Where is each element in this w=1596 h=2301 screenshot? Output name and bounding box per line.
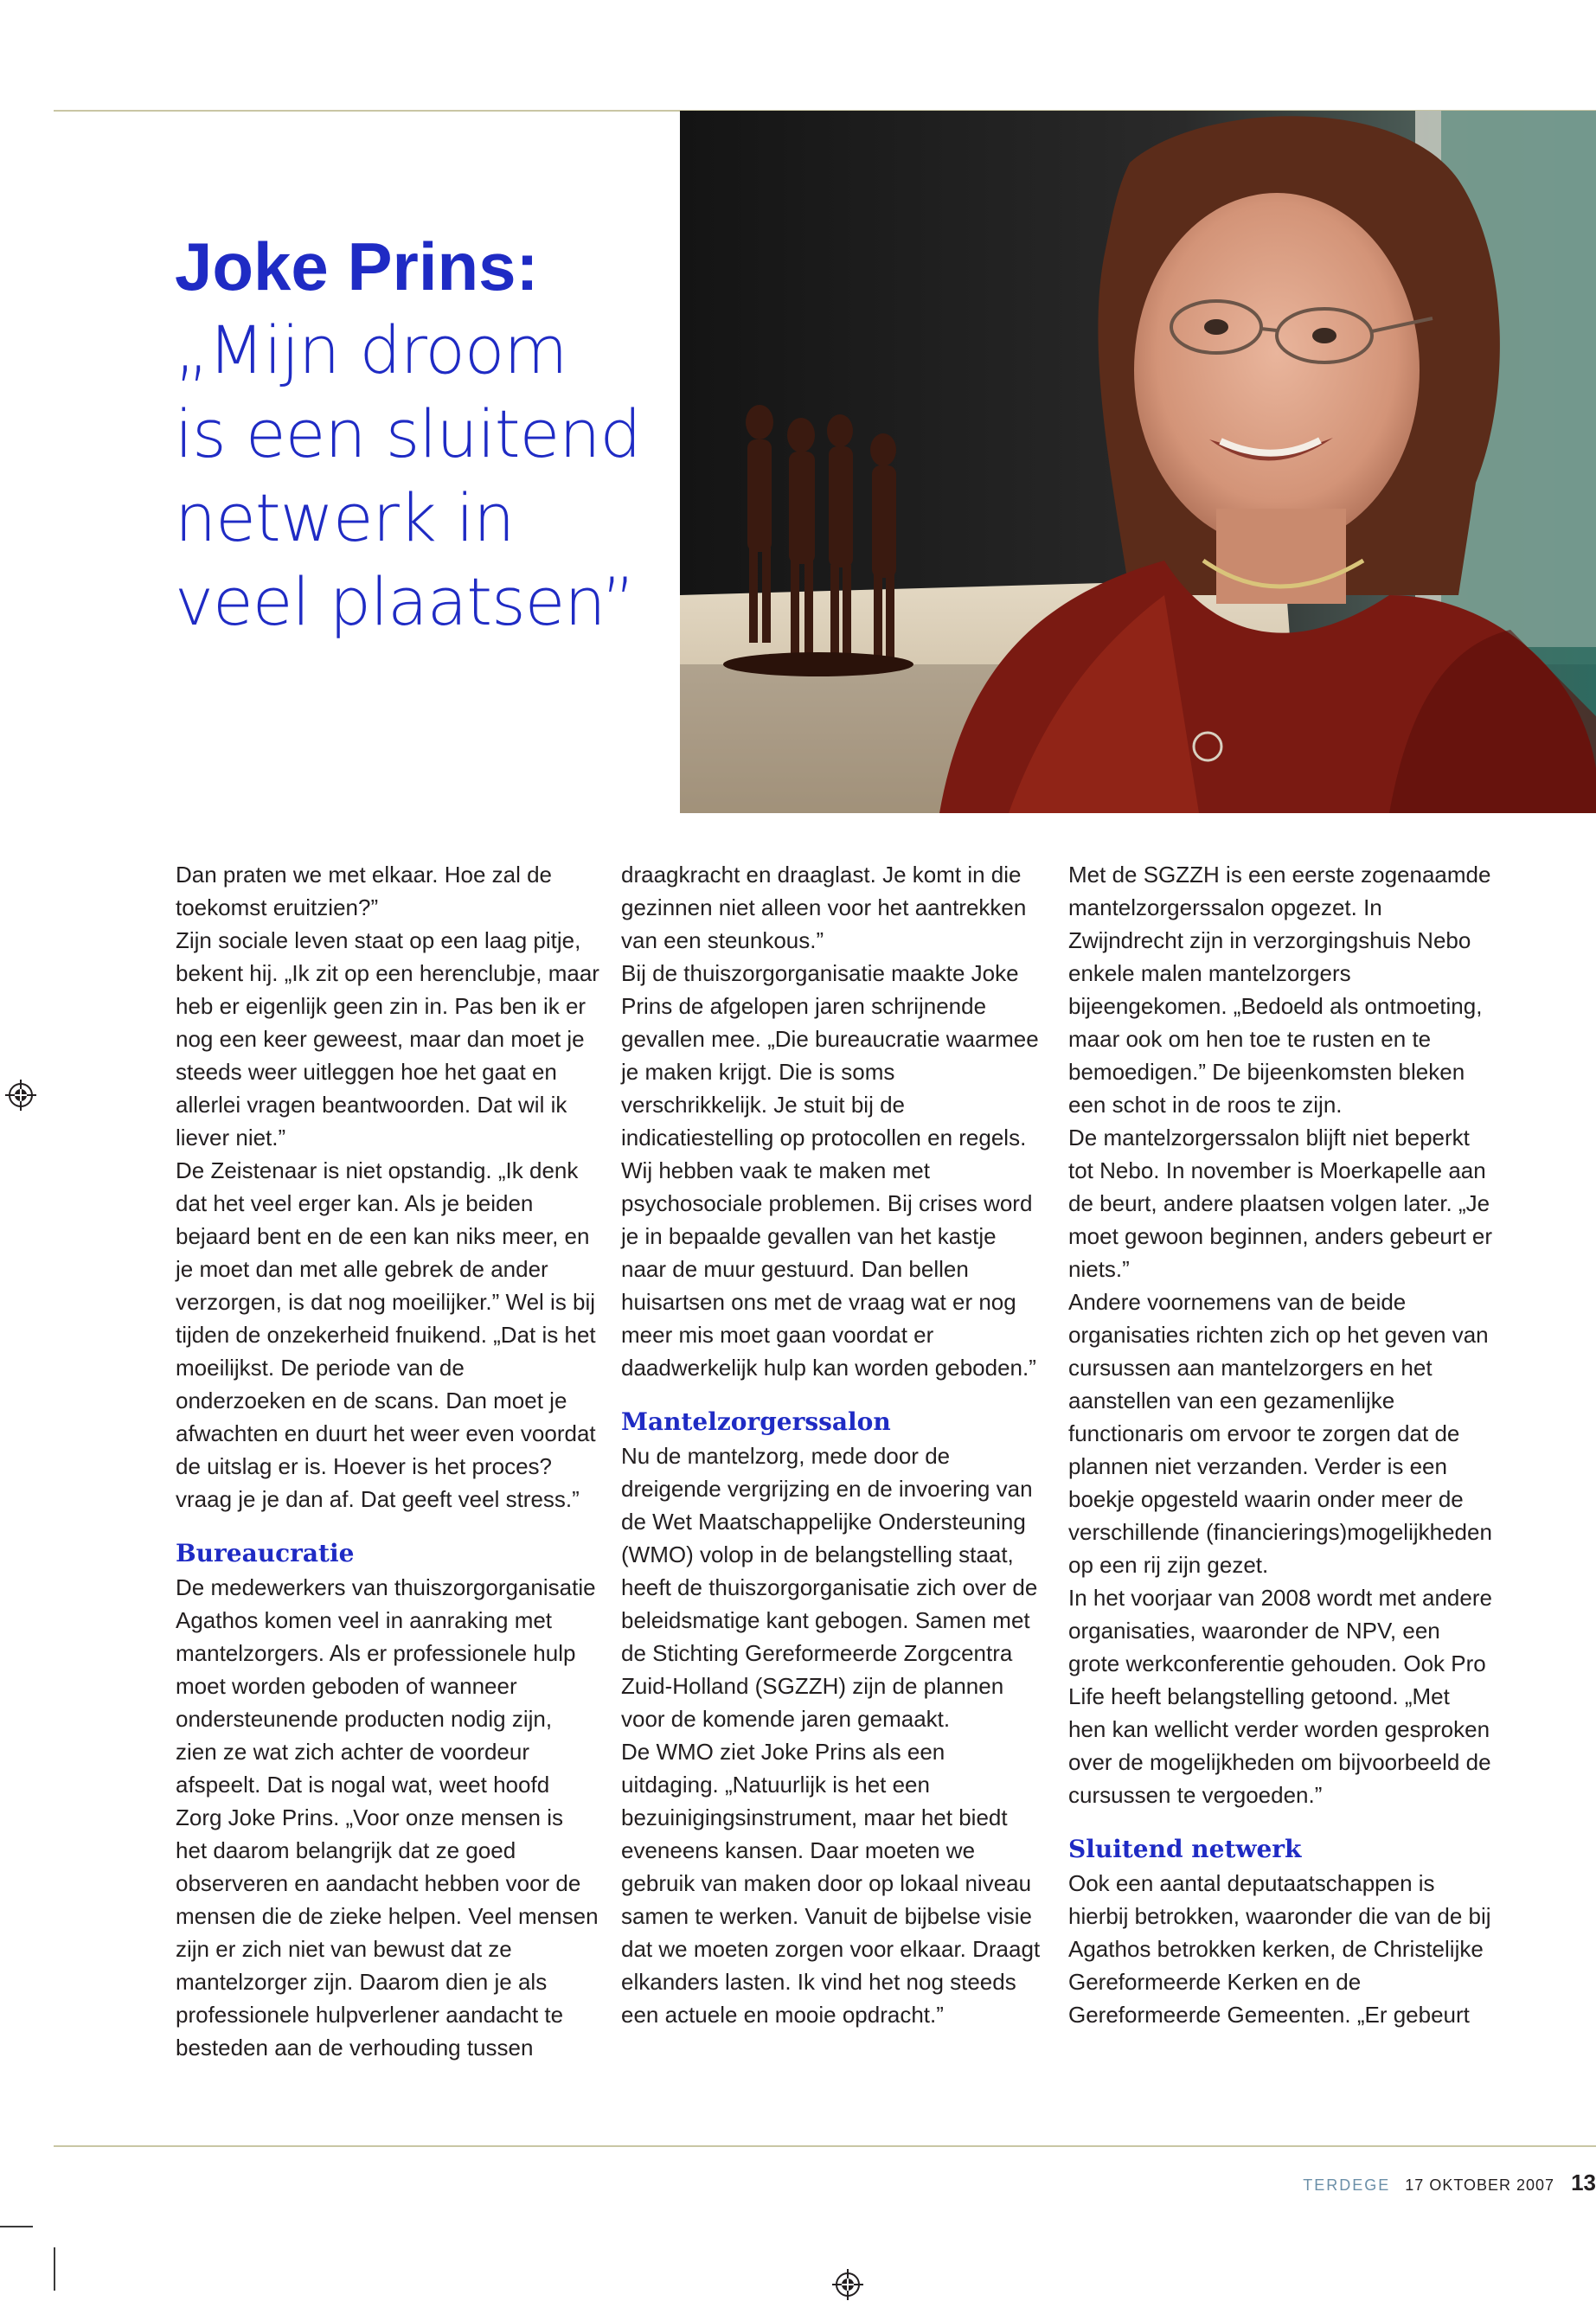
registration-mark-icon	[832, 2269, 863, 2300]
section-heading: Sluitend netwerk	[1068, 1835, 1302, 1863]
article-column-1	[176, 858, 599, 2064]
paragraph: Dan praten we met elkaar. Hoe zal de toekomst eruitzien?”	[176, 862, 553, 920]
publication-name: TERDEGE	[1303, 2176, 1391, 2194]
paragraph: De WMO ziet Joke Prins als een uitdaging. „Natuurlijk is het een bezuinigingsinstrument, maar het biedt eveneens kansen. Daar moeten we gebruik van maken door op lokaal niveau samen te werken. Vanuit de bijbelse visie dat we moeten zorgen voor elkaar. Draagt elkanders lasten. Ik vind het nog steeds een actuele en mooie opdracht.”	[621, 1739, 1041, 2028]
section-heading: Bureaucratie	[176, 1539, 355, 1567]
title-quote-line: is een sluitend	[175, 395, 641, 472]
crop-mark	[0, 2226, 33, 2227]
paragraph: In het voorjaar van 2008 wordt met andere organisaties, waaronder de NPV, een grote werkconferentie gehouden. Ook Pro Life heeft belangstelling getoond. „Met hen kan wellicht verder worden gesproken over de mogelijkheden om bijvoorbeeld de cursussen te vergoeden.”	[1068, 1585, 1492, 1808]
title-quote	[175, 308, 659, 644]
paragraph: draagkracht en draaglast. Je komt in die gezinnen niet alleen voor het aantrekken van een steunkous.”	[621, 862, 1027, 953]
registration-mark-icon	[5, 1080, 36, 1111]
paragraph: Zijn sociale leven staat op een laag pitje, bekent hij. „Ik zit op een herenclubje, maar heb er eigenlijk geen zin in. Pas ben ik er nog een keer geweest, maar dan moet je steeds weer uitleggen hoe het gaat en allerlei vragen beantwoorden. Dat wil ik liever niet.”	[176, 927, 599, 1150]
page-number: 13	[1571, 2170, 1596, 2195]
paragraph: Met de SGZZH is een eerste zogenaamde mantelzorgerssalon opgezet. In Zwijndrecht zijn in verzorgingshuis Nebo enkele malen mantelzorgers bijeengekomen. „Bedoeld als ontmoeting, maar ook om hen toe te rusten en te bemoedigen.” De bijeenkomsten bleken een schot in de roos te zijn.	[1068, 862, 1491, 1118]
article-title	[175, 225, 659, 644]
issue-date: 17 OKTOBER 2007	[1405, 2176, 1555, 2194]
paragraph: De Zeistenaar is niet opstandig. „Ik denk dat het veel erger kan. Als je beiden bejaard bent en de een kan niks meer, en je moet dan met alle gebrek de ander verzorgen, is dat nog moeilijker.” Wel is bij tijden de onzekerheid fnuikend. „Dat is het moeilijkst. De periode van de onderzoeken en de scans. Dan moet je afwachten en duurt het weer even voordat de uitslag er is. Hoever is het proces? vraag je je dan af. Dat geeft veel stress.”	[176, 1157, 596, 1512]
crop-mark	[54, 2247, 55, 2291]
paragraph: Ook een aantal deputaatschappen is hierbij betrokken, waaronder die van de bij Agathos betrokken kerken, de Christelijke Gereformeerde Kerken en de Gereformeerde Gemeenten. „Er gebeurt	[1068, 1870, 1491, 2028]
section-heading: Mantelzorgerssalon	[621, 1407, 891, 1436]
title-quote-line: veel plaatsen”	[175, 563, 635, 640]
portrait-photo	[680, 111, 1596, 813]
paragraph: De medewerkers van thuiszorgorganisatie Agathos komen veel in aanraking met mantelzorgers. Als er professionele hulp moet worden geboden of wanneer ondersteunende producten nodig zijn, zien ze wat zich achter de voordeur afspeelt. Dat is nogal wat, weet hoofd Zorg Joke Prins. „Voor onze mensen is het daarom belangrijk dat ze goed observeren en aandacht hebben voor de mensen die de zieke helpen. Veel mensen zijn er zich niet van bewust dat ze mantelzorger zijn. Daarom dien je als professionele hulpverlener aandacht te besteden aan de verhouding tussen	[176, 1574, 599, 2061]
title-quote-line: „Mijn droom	[175, 311, 567, 388]
page-footer	[1303, 2170, 1596, 2196]
paragraph: Nu de mantelzorg, mede door de dreigende vergrijzing en de invoering van de Wet Maatschappelijke Ondersteuning (WMO) volop in de belangstelling staat, heeft de thuiszorgorganisatie zich over de beleidsmatige kant gebogen. Samen met de Stichting Gereformeerde Zorgcentra Zuid-Holland (SGZZH) zijn de plannen voor de komende jaren gemaakt.	[621, 1443, 1038, 1732]
title-name: Joke Prins:	[175, 228, 539, 304]
article-column-3	[1068, 858, 1492, 2031]
paragraph: Andere voornemens van de beide organisaties richten zich op het geven van cursussen aan mantelzorgers en het aanstellen van een gezamenlijke functionaris om ervoor te zorgen dat de plannen niet verzanden. Verder is een boekje opgesteld waarin onder meer de verschillende (financierings)mogelijkheden op een rij zijn gezet.	[1068, 1289, 1492, 1578]
paragraph: Bij de thuiszorgorganisatie maakte Joke Prins de afgelopen jaren schrijnende gevallen mee. „Die bureaucratie waarmee je maken krijgt. Die is soms verschrikkelijk. Je stuit bij de indicatiestelling op protocollen en regels. Wij hebben vaak te maken met psychosociale problemen. Bij crises word je in bepaalde gevallen van het kastje naar de muur gestuurd. Dan bellen huisartsen ons met de vraag wat er nog meer mis moet gaan voordat er daadwerkelijk hulp kan worden geboden.”	[621, 960, 1039, 1381]
paragraph: De mantelzorgerssalon blijft niet beperkt tot Nebo. In november is Moerkapelle aan de beurt, andere plaatsen volgen later. „Je moet gewoon beginnen, anders gebeurt er niets.”	[1068, 1125, 1493, 1282]
title-quote-line: netwerk in	[175, 479, 515, 556]
article-column-2	[621, 858, 1045, 2031]
bottom-rule	[54, 2145, 1596, 2147]
